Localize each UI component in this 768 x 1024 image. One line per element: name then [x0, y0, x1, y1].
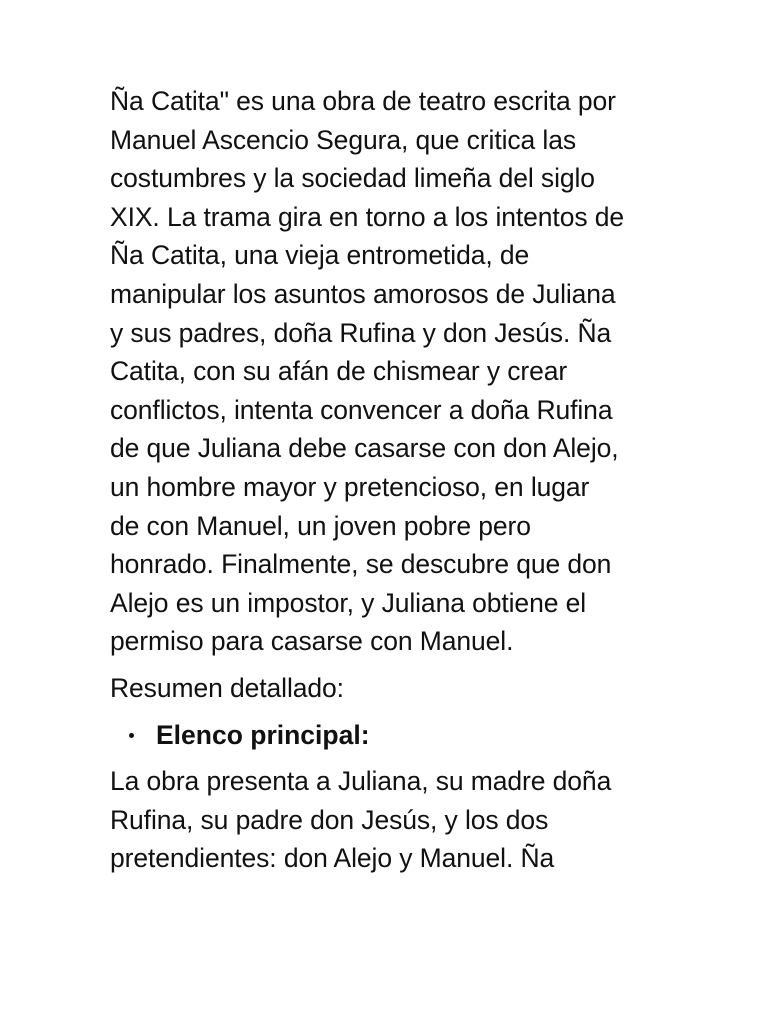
text-line: Manuel Ascencio Segura, que critica las [110, 124, 576, 155]
text-line: XIX. La trama gira en torno a los intentos de [110, 201, 625, 232]
text-line: de que Juliana debe casarse con don Alejo, [110, 433, 619, 464]
text-line: pretendientes: don Alejo y Manuel. Ña [110, 843, 555, 874]
text-line: La obra presenta a Juliana, su madre doña [110, 766, 612, 797]
summary-heading: Resumen detallado: [110, 672, 344, 703]
text-line: honrado. Finalmente, se descubre que don [110, 549, 612, 580]
text-line: permiso para casarse con Manuel. [110, 626, 514, 657]
bullet-label: Elenco principal: [156, 719, 370, 750]
cast-paragraph [110, 762, 670, 878]
text-line: Catita, con su afán de chismear y crear [110, 356, 568, 387]
intro-paragraph [110, 82, 670, 661]
text-line: Rufina, su padre don Jesús, y los dos [110, 804, 549, 835]
text-line: de con Manuel, un joven pobre pero [110, 510, 531, 541]
text-line: costumbres y la sociedad limeña del siglo [110, 163, 595, 194]
text-line: un hombre mayor y pretencioso, en lugar [110, 471, 590, 502]
text-line: y sus padres, doña Rufina y don Jesús. Ña [110, 317, 612, 348]
text-line: conflictos, intenta convencer a doña Rufina [110, 394, 613, 425]
text-line: manipular los asuntos amorosos de Juliana [110, 278, 616, 309]
text-line: Ña Catita, una vieja entrometida, de [110, 240, 530, 271]
text-line: Alejo es un impostor, y Juliana obtiene el [110, 587, 587, 618]
bullet-icon [129, 733, 134, 738]
bullet-list [110, 716, 708, 755]
text-line: Ña Catita" es una obra de teatro escrita por [110, 86, 616, 116]
list-item [110, 716, 708, 755]
